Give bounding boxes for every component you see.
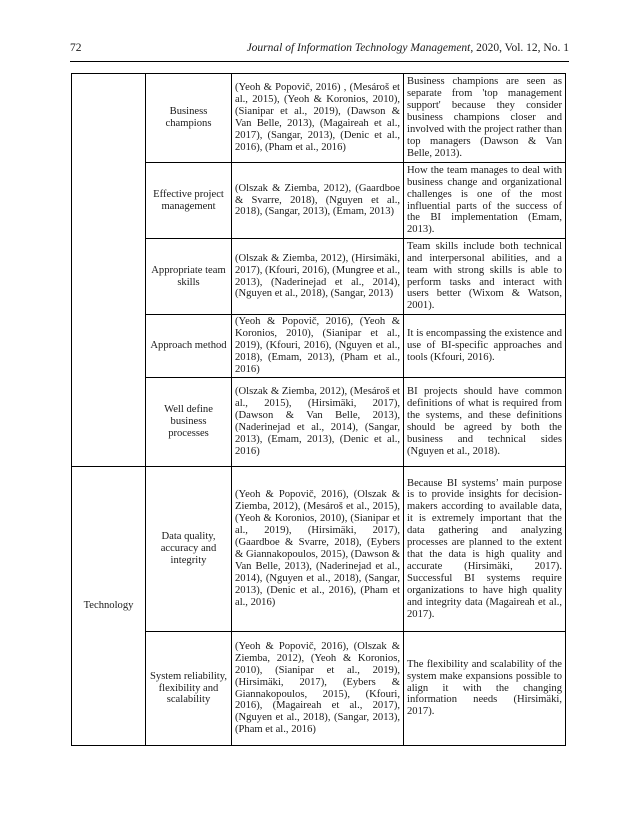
table-row xyxy=(72,378,566,467)
factor-cell: Data quality, accuracy and integrity xyxy=(146,467,232,632)
factor-cell: Business champions xyxy=(146,74,232,163)
journal-citation xyxy=(247,41,569,55)
description-cell: How the team manages to deal with business change and organizational challenges is one of the most influential parts of the success of the BI implementation (Emam, 2013). xyxy=(404,163,566,239)
references-cell: (Olszak & Ziemba, 2012), (Gaardboe & Svarre, 2018), (Nguyen et al., 2018), (Sangar, 2013), (Emam, 2013) xyxy=(232,163,404,239)
table-row xyxy=(72,163,566,239)
table-row xyxy=(72,632,566,746)
references-cell: (Olszak & Ziemba, 2012), (Mesároš et al., 2015), (Hirsimäki, 2017), (Dawson & Van Belle, 2013), (Naderinejad et al., 2014), (Sangar, 2013), (Emam, 2013), (Denic et al., 2016) xyxy=(232,378,404,467)
references-cell: (Olszak & Ziemba, 2012), (Hirsimäki, 2017), (Kfouri, 2016), (Mungree et al., 2013), (Naderinejad et al., 2014), (Nguyen et al., 2018), (Sangar, 2013) xyxy=(232,239,404,315)
factor-cell: Effective project management xyxy=(146,163,232,239)
table-row xyxy=(72,74,566,163)
factor-cell: Well define business processes xyxy=(146,378,232,467)
category-cell xyxy=(72,74,146,467)
references-cell: (Yeoh & Popovič, 2016), (Olszak & Ziemba, 2012), (Yeoh & Koronios, 2010), (Sianipar et al., 2019), (Hirsimäki, 2017), (Eybers & Giannakopoulos, 2015), (Kfouri, 2016), (Magaireah et al., 2017), (Nguyen et al., 2018), (Sangar, 2013), (Pham et al., 2016) xyxy=(232,632,404,746)
references-cell: (Yeoh & Popovič, 2016), (Yeoh & Koronios, 2010), (Sianipar et al., 2019), (Kfouri, 2016), (Nguyen et al., 2018), (Emam, 2013), (Pham et al., 2016) xyxy=(232,315,404,378)
description-cell: BI projects should have common definitions of what is required from the systems, and these definitions should be agreed by both the business and technical sides (Nguyen et al., 2018). xyxy=(404,378,566,467)
journal-name: Journal of Information Technology Management xyxy=(246,42,471,54)
references-cell: (Yeoh & Popovič, 2016), (Olszak & Ziemba, 2012), (Mesároš et al., 2015), (Yeoh & Koronios, 2010), (Sianipar et al., 2019), (Hirsimäki, 2017), (Gaardboe & Svarre, 2018), (Eybers & Giannakopoulos, 2015), (Dawson & Van Belle, 2013), (Naderinejad et al., 2014), (Nguyen et al., 2018), (Sangar, 2013), (Denic et al., 2016), (Pham et al., 2016) xyxy=(232,467,404,632)
description-cell: Business champions are seen as separate from 'top management support' because they consider business champions closer and involved with the project rather than top managers (Dawson & Van Belle, 2013). xyxy=(404,74,566,163)
description-cell: The flexibility and scalability of the system make expansions possible to align it with the changing information needs (Hirsimäki, 2017). xyxy=(404,632,566,746)
journal-details: , 2020, Vol. 12, No. 1 xyxy=(470,42,569,54)
description-cell: Because BI systems’ main purpose is to provide insights for decision-makers according to available data, it is extremely important that the data gathering and analyzing processes are planned to the extent that the data is high quality and accurate (Hirsimäki, 2017). Successful BI systems require organizations to have high quality and integrity data (Magaireah et al., 2017). xyxy=(404,467,566,632)
success-factors-table xyxy=(71,73,566,746)
header-rule xyxy=(70,61,569,62)
table-row xyxy=(72,239,566,315)
factor-cell: Approach method xyxy=(146,315,232,378)
references-cell: (Yeoh & Popovič, 2016) , (Mesároš et al., 2015), (Yeoh & Koronios, 2010), (Sianipar et al., 2019), (Dawson & Van Belle, 2013), (Magaireah et al., 2017), (Sangar, 2013), (Denic et al., 2016), (Pham et al., 2016) xyxy=(232,74,404,163)
description-cell: It is encompassing the existence and use of BI-specific approaches and tools (Kfouri, 2016). xyxy=(404,315,566,378)
table-row xyxy=(72,467,566,632)
description-cell: Team skills include both technical and interpersonal abilities, and a team with strong skills is able to perform tasks and interact with users better (Wixom & Watson, 2001). xyxy=(404,239,566,315)
table-row xyxy=(72,315,566,378)
factor-cell: Appropriate team skills xyxy=(146,239,232,315)
category-cell: Technology xyxy=(72,467,146,746)
factor-cell: System reliability, flexibility and scalability xyxy=(146,632,232,746)
page-number: 72 xyxy=(70,42,82,54)
